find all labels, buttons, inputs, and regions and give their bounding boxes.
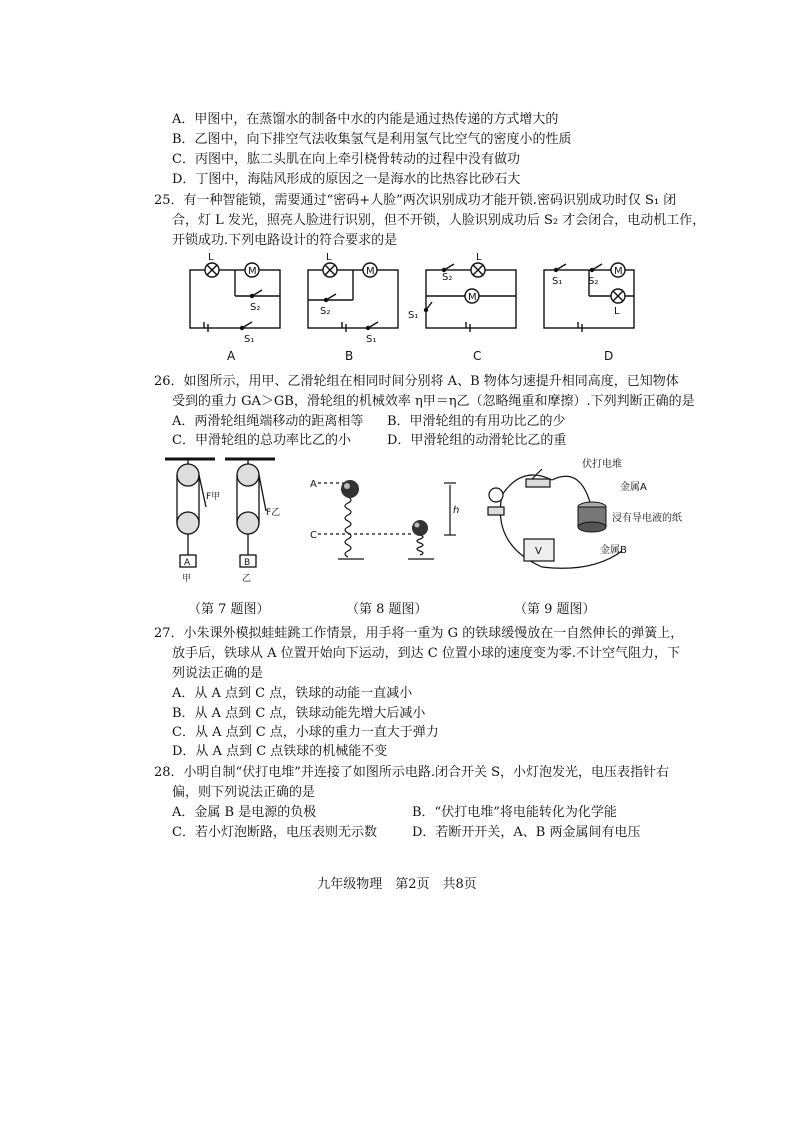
fig9-caption: （第 9 题图） [514, 602, 596, 617]
fig8-point-a-label: A [310, 479, 317, 490]
q28-option-a: A．金属 B 是电源的负极 [172, 805, 317, 820]
circuit-a-lamp-label: L [208, 252, 214, 263]
page-footer: 九年级物理 第2页 共8页 [317, 877, 477, 892]
circuit-c-s2-label: S₂ [442, 272, 453, 283]
circuit-b-motor-label: M [366, 266, 375, 277]
q24-option-d: D．丁图中，海陆风形成的原因之一是海水的比热容比砂石大 [172, 172, 521, 187]
q25-stem-line1: 25．有一种智能锁，需要通过“密码+人脸”两次识别成功才能开锁.密码识别成功时仅 S₁ 闭 [154, 193, 677, 208]
fig7-box-a-label: A [184, 558, 191, 568]
fig8-caption: （第 8 题图） [346, 602, 428, 617]
circuit-b [308, 263, 398, 332]
q27-option-c: C．从 A 点到 C 点，小球的重力一直大于弹力 [172, 725, 439, 740]
circuit-d-caption: D [604, 349, 614, 363]
circuit-a-caption: A [227, 349, 236, 363]
q28-option-b: B．“伏打电堆”将电能转化为化学能 [412, 805, 617, 820]
fig9-metal-b-label: 金属B [600, 545, 627, 556]
circuit-b-lamp-label: L [326, 252, 332, 263]
q27-option-b: B．从 A 点到 C 点，铁球动能先增大后减小 [172, 706, 426, 721]
q27-option-a: A．从 A 点到 C 点，铁球的动能一直减小 [172, 686, 413, 701]
q27-option-d: D．从 A 点到 C 点铁球的机械能不变 [172, 744, 388, 759]
circuit-d-lamp-label: L [614, 306, 620, 317]
q26-option-c: C．甲滑轮组的总功率比乙的小 [172, 433, 351, 448]
q28-option-c: C．若小灯泡断路，电压表则无示数 [172, 825, 377, 840]
fig8-height-label: h [453, 505, 460, 516]
q25-stem-line2: 合，灯 L 发光，照亮人脸进行识别，但不开锁，人脸识别成功后 S₂ 才会闭合，电动机工作， [172, 213, 706, 228]
fig9-metal-a-label: 金属A [620, 482, 647, 493]
circuit-c-caption: C [473, 349, 482, 363]
q26-option-d: D．甲滑轮组的动滑轮比乙的重 [387, 433, 567, 448]
fig8-spring-ball [308, 455, 468, 585]
q24-option-a: A．甲图中，在蒸馏水的制备中水的内能是通过热传递的方式增大的 [172, 112, 559, 127]
q28-option-d: D．若断开开关，A、B 两金属间有电压 [412, 825, 641, 840]
circuit-b-s2-label: S₂ [320, 306, 331, 317]
fig7-force-yi-label: F乙 [266, 508, 281, 518]
q24-option-b: B．乙图中，向下排空气法收集氢气是利用氢气比空气的密度小的性质 [172, 132, 572, 147]
q27-stem-line3: 列说法正确的是 [172, 666, 264, 681]
circuit-c-s1-label: S₁ [408, 310, 419, 321]
q26-stem-line1: 26．如图所示，用甲、乙滑轮组在相同时间分别将 A、B 物体匀速提升相同高度，已知物体 [154, 374, 679, 389]
fig9-paper-label: 浸有导电液的纸 [612, 513, 682, 524]
circuit-d-s2-label: S₂ [588, 276, 599, 287]
circuit-a-motor-label: M [248, 266, 257, 277]
circuit-c-lamp-label: L [476, 252, 482, 263]
fig7-yi-label: 乙 [242, 574, 252, 584]
q26-option-a: A．两滑轮组绳端移动的距离相等 [172, 414, 364, 429]
circuit-b-caption: B [345, 349, 354, 363]
q28-stem-line2: 偏，则下列说法正确的是 [172, 785, 316, 800]
fig7-jia-label: 甲 [182, 574, 192, 584]
circuit-d-motor-label: M [614, 266, 623, 277]
q28-stem-line1: 28．小明自制“伏打电堆”并连接了如图所示电路.闭合开关 S，小灯泡发光，电压表指针右 [154, 765, 670, 780]
fig9-voltaic-pile-circuit [482, 455, 682, 585]
fig8-point-c-label: C [310, 530, 317, 541]
fig7-pulley-systems [160, 455, 290, 590]
fig7-caption: （第 7 题图） [188, 602, 270, 617]
fig7-force-jia-label: F甲 [206, 492, 221, 502]
fig9-voltmeter-label: V [535, 546, 542, 557]
circuit-d-s1-label: S₁ [552, 276, 563, 287]
fig7-box-b-label: B [244, 558, 251, 568]
q24-option-c: C．丙图中，肱二头肌在向上牵引桡骨转动的过程中没有做功 [172, 152, 520, 167]
q26-option-b: B．甲滑轮组的有用功比乙的少 [387, 414, 566, 429]
q27-stem-line1: 27．小朱课外模拟蛙蛙跳工作情景，用手将一重为 G 的铁球缓慢放在一自然伸长的弹簧上， [154, 626, 684, 641]
circuit-a-s1-label: S₁ [244, 334, 255, 345]
circuit-c-motor-label: M [468, 292, 477, 303]
q27-stem-line2: 放手后，铁球从 A 位置开始向下运动，到达 C 位置小球的速度变为零.不计空气阻力，下 [172, 646, 680, 661]
circuit-b-s1-label: S₁ [366, 334, 377, 345]
circuit-a-s2-label: S₂ [250, 302, 261, 313]
fig9-pile-label: 伏打电堆 [582, 459, 622, 470]
q25-circuit-figures [180, 252, 640, 362]
q25-stem-line3: 开锁成功.下列电路设计的符合要求的是 [172, 233, 398, 248]
q26-stem-line2: 受到的重力 GA＞GB，滑轮组的机械效率 η甲＝η乙（忽略绳重和摩擦）.下列判断正确的是 [172, 394, 695, 409]
circuit-a [190, 263, 280, 332]
